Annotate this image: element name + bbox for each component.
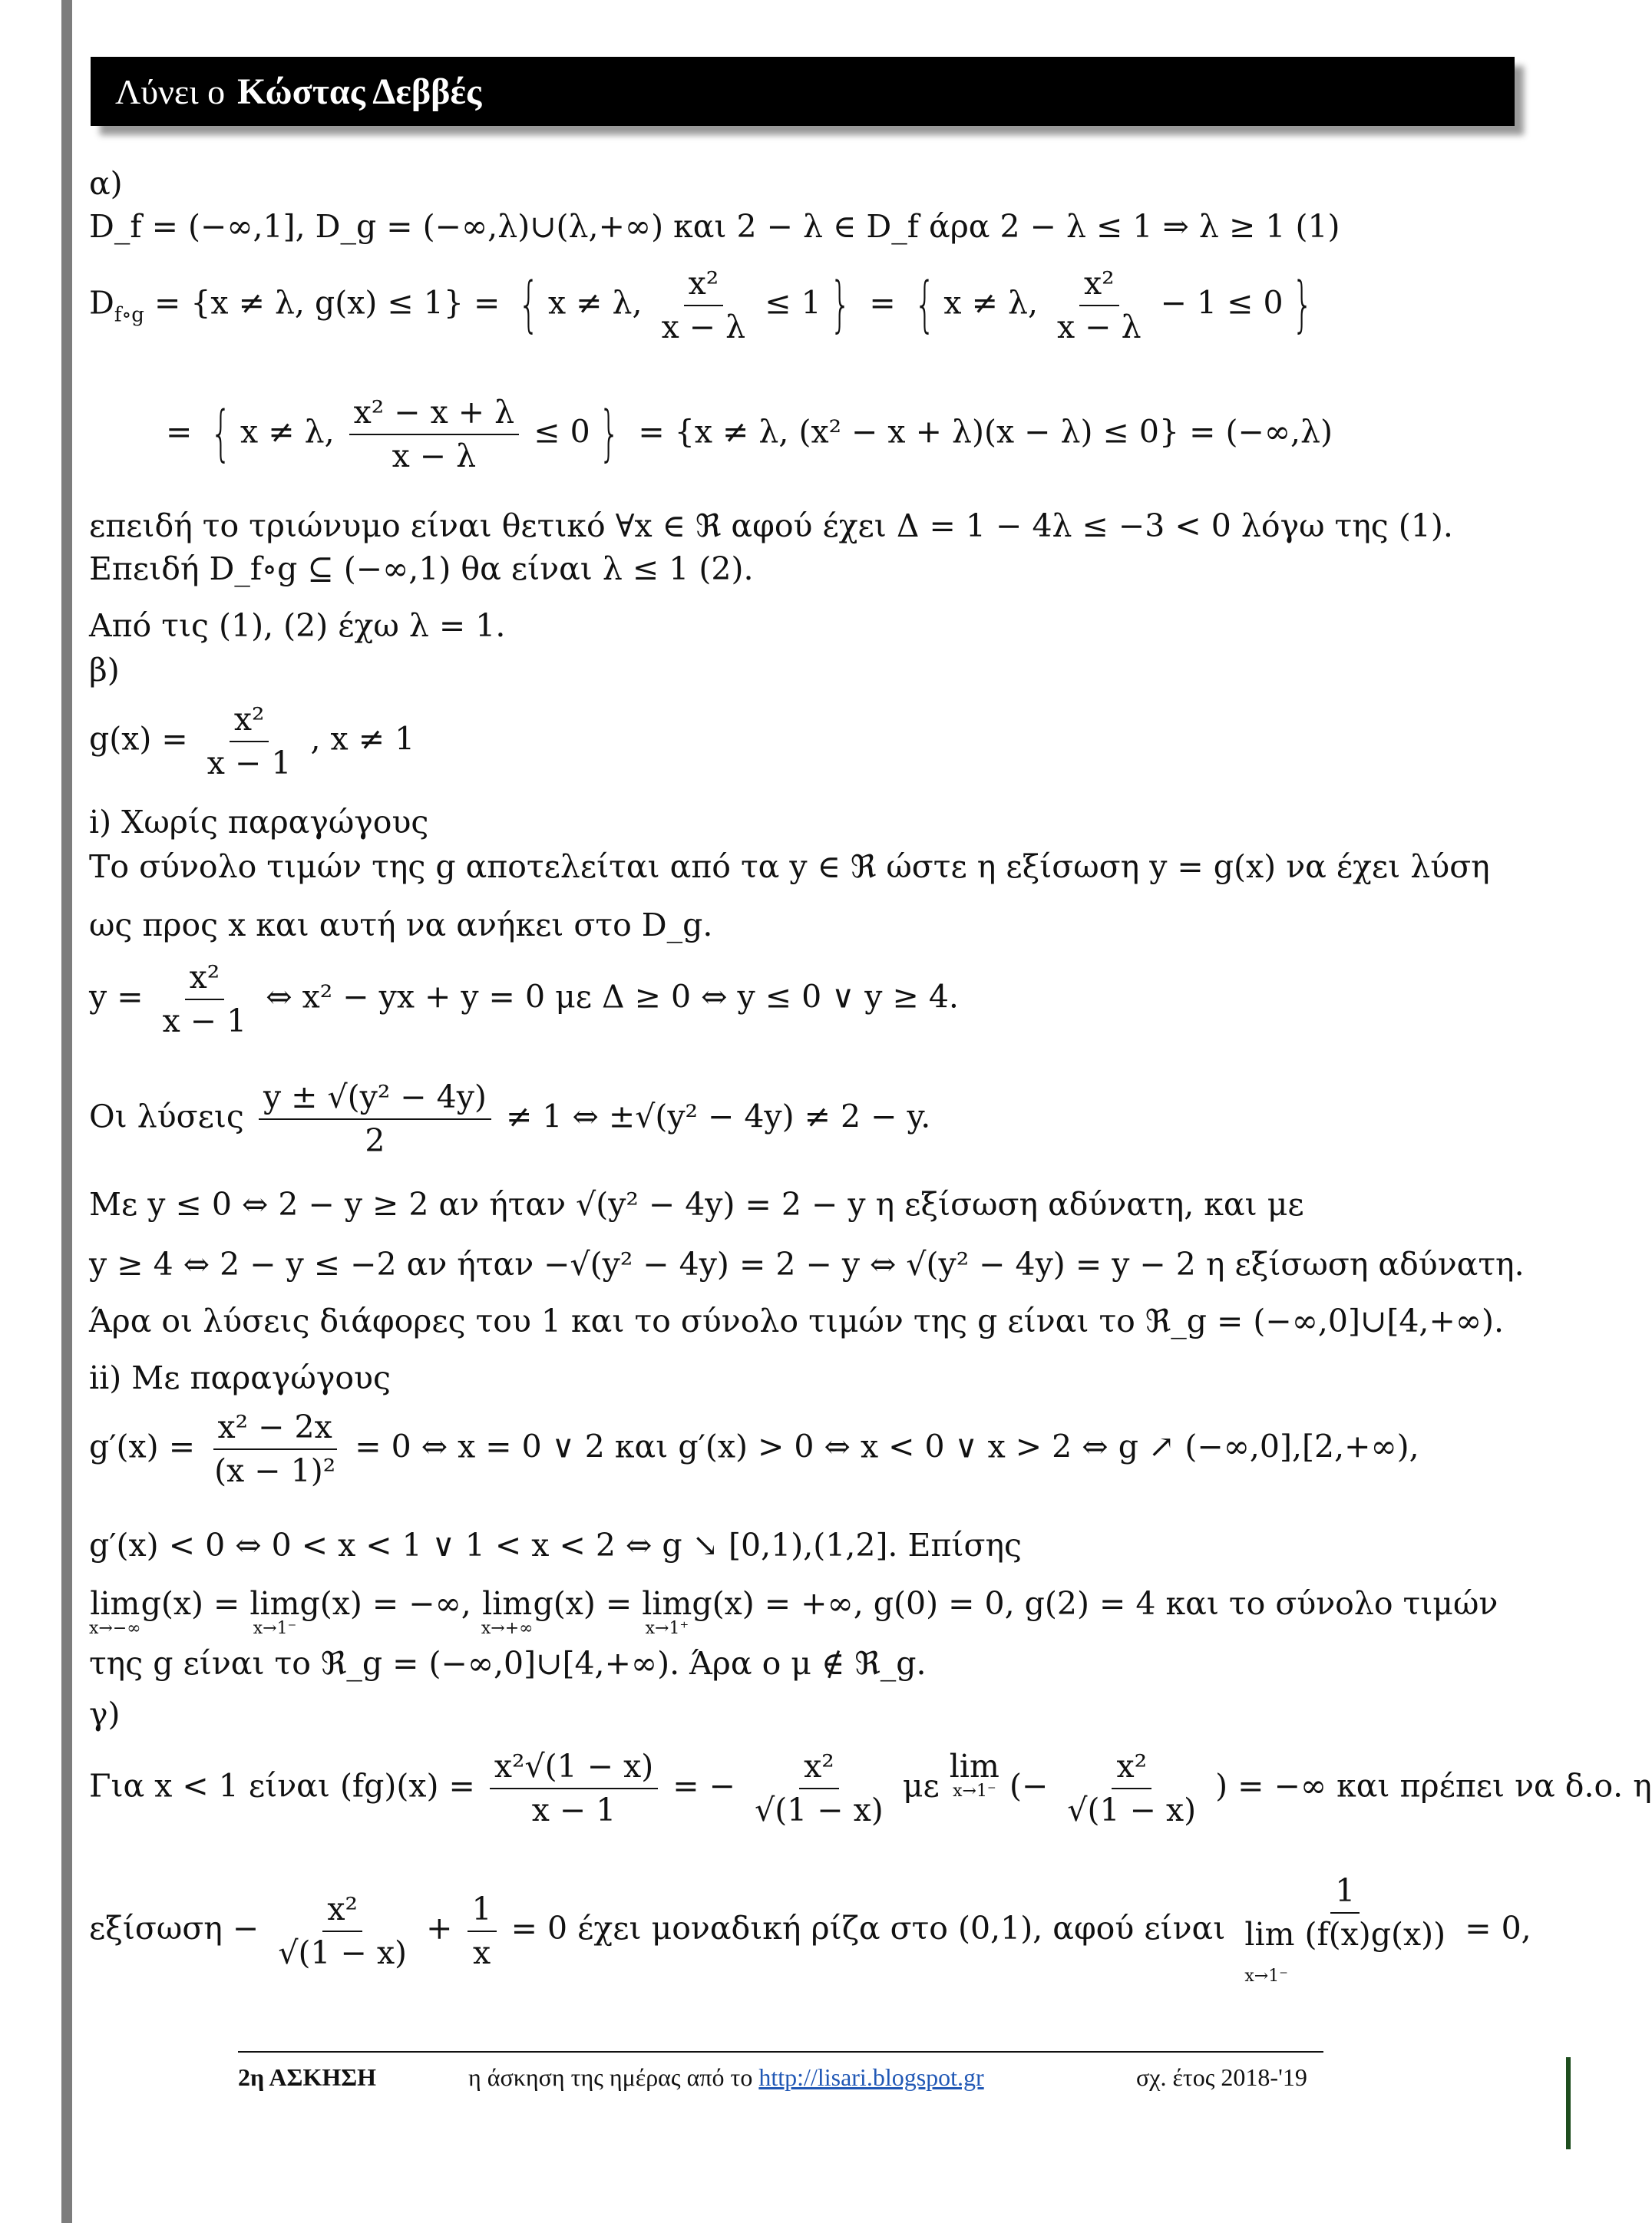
line-lambda-result: Από τις (1), (2) έχω λ = 1. [89, 607, 506, 644]
line-range-def-2: ως προς x και αυτή να ανήκει στο D_g. [89, 907, 713, 943]
footer-school-year: σχ. έτος 2018-'19 [1136, 2063, 1307, 2091]
line-composite-domain: $D_{f\circ g} = \{x \ne \lambda$, g(x) ≤ 1} = { x ≠ λ, $\frac{\text{x²}}{x - \lambda}$ ≤ 1 } = { x ≠ λ, $\frac{\text{x²}}{x - \lambda}$ − 1 ≤ 0 } [89, 265, 1313, 346]
line-composite-domain-cont: = { x ≠ λ, $\frac{\text{x² − x + λ}}{x - \lambda}$ ≤ 0 } = {x ≠ λ, (x² − x + λ)(x − λ) ≤ 0} = (−∞,λ) [166, 394, 1333, 475]
line-equation-root: εξίσωση − $\frac{\text{x²}}{√(1 - x)}$ + $\frac{1}{x}$ = 0 έχει μοναδική ρίζα στο (0,1), αφού είναι 1 lim (f(x)g(x)) x→1⁻ = 0, [89, 1872, 1531, 1987]
line-case-y-ge-4: y ≥ 4 ⇔ 2 − y ≤ −2 αν ήταν −√(y² − 4y) = 2 − y ⇔ √(y² − 4y) = y − 2 η εξίσωση αδύνατη. [89, 1246, 1525, 1283]
subpart-i-title: i) Χωρίς παραγώγους [89, 804, 429, 841]
page-left-border [61, 0, 72, 2223]
footer-link[interactable]: http://lisari.blogspot.gr [758, 2063, 984, 2091]
line-range-def-1: Το σύνολο τιμών της g αποτελείται από τα y ∈ ℜ ώστε η εξίσωση y = g(x) να έχει λύση [89, 848, 1490, 885]
part-beta-label: β) [89, 652, 120, 689]
line-g-definition: g(x) = $\frac{\text{x²}}{x - 1}$ , x ≠ 1 [89, 701, 415, 782]
part-gamma-label: γ) [89, 1696, 121, 1732]
line-trinomial: επειδή το τριώνυμο είναι θετικό ∀x ∈ ℜ αφού έχει Δ = 1 − 4λ ≤ −3 < 0 λόγω της (1). [89, 507, 1453, 544]
line-quadratic: y = $\frac{\text{x²}}{x - 1}$ ⇔ x² − yx + y = 0 με Δ ≥ 0 ⇔ y ≤ 0 ∨ y ≥ 4. [89, 959, 959, 1040]
line-derivative: g′(x) = $\frac{\text{x² − 2x}}{\text{(x − 1)²}}$ = 0 ⇔ x = 0 ∨ 2 και g′(x) > 0 ⇔ x < 0 ∨ x > 2 ⇔ g ↗ (−∞,0],[2,+∞), [89, 1409, 1419, 1490]
footer-exercise-label: 2η ΑΣΚΗΣΗ [238, 2063, 377, 2091]
line-fg-product: Για x < 1 είναι (fg)(x) = $\frac{\text{x²√(1 − x)}}{x - 1}$ = − $\frac{\text{x²}}{√(1 - x)}$ με lim x→1⁻ (− $\frac{\text{x²}}{√(1 - x)}$ ) = −∞ και πρέπει να δ.ο. η [89, 1748, 1652, 1829]
line-limits: lim x→−∞ g(x) = lim x→1⁻ g(x) = −∞, lim x→+∞ g(x) = lim x→1⁺ g(x) = +∞, g(0) = 0, g(2) = 4 και το σύνολο τιμών [89, 1585, 1498, 1639]
footer-source: η άσκηση της ημέρας από το http://lisari.blogspot.gr [468, 2063, 984, 2091]
line-solutions: Οι λύσεις $\frac{\text{y ± √(y² − 4y)}}{2}$ ≠ 1 ⇔ ±√(y² − 4y) ≠ 2 − y. [89, 1078, 931, 1160]
header-banner [91, 57, 1515, 126]
footer-divider [238, 2051, 1323, 2053]
header-prefix: Λύνει ο [115, 71, 226, 111]
line-range-result-ii: της g είναι το ℜ_g = (−∞,0]∪[4,+∞). Άρα ο μ ∉ ℜ_g. [89, 1645, 927, 1682]
subpart-ii-title: ii) Με παραγώγους [89, 1359, 391, 1396]
part-alpha-label: α) [89, 165, 123, 202]
line-domains: D_f = (−∞,1], D_g = (−∞,λ)∪(λ,+∞) και 2 − λ ∈ D_f άρα 2 − λ ≤ 1 ⇒ λ ≥ 1 (1) [89, 208, 1340, 245]
page-edge-mark [1566, 2057, 1571, 2149]
line-range-result: Άρα οι λύσεις διάφορες του 1 και το σύνολο τιμών της g είναι το ℜ_g = (−∞,0]∪[4,+∞). [89, 1303, 1504, 1339]
line-case-y-nonpositive: Με y ≤ 0 ⇔ 2 − y ≥ 2 αν ήταν √(y² − 4y) = 2 − y η εξίσωση αδύνατη, και με [89, 1186, 1304, 1223]
author-name: Κώστας Δεββές [237, 71, 482, 112]
line-monotonicity: g′(x) < 0 ⇔ 0 < x < 1 ∨ 1 < x < 2 ⇔ g ↘ [0,1),(1,2]. Επίσης [89, 1527, 1022, 1564]
line-subset: Επειδή D_f∘g ⊆ (−∞,1) θα είναι λ ≤ 1 (2). [89, 550, 754, 587]
